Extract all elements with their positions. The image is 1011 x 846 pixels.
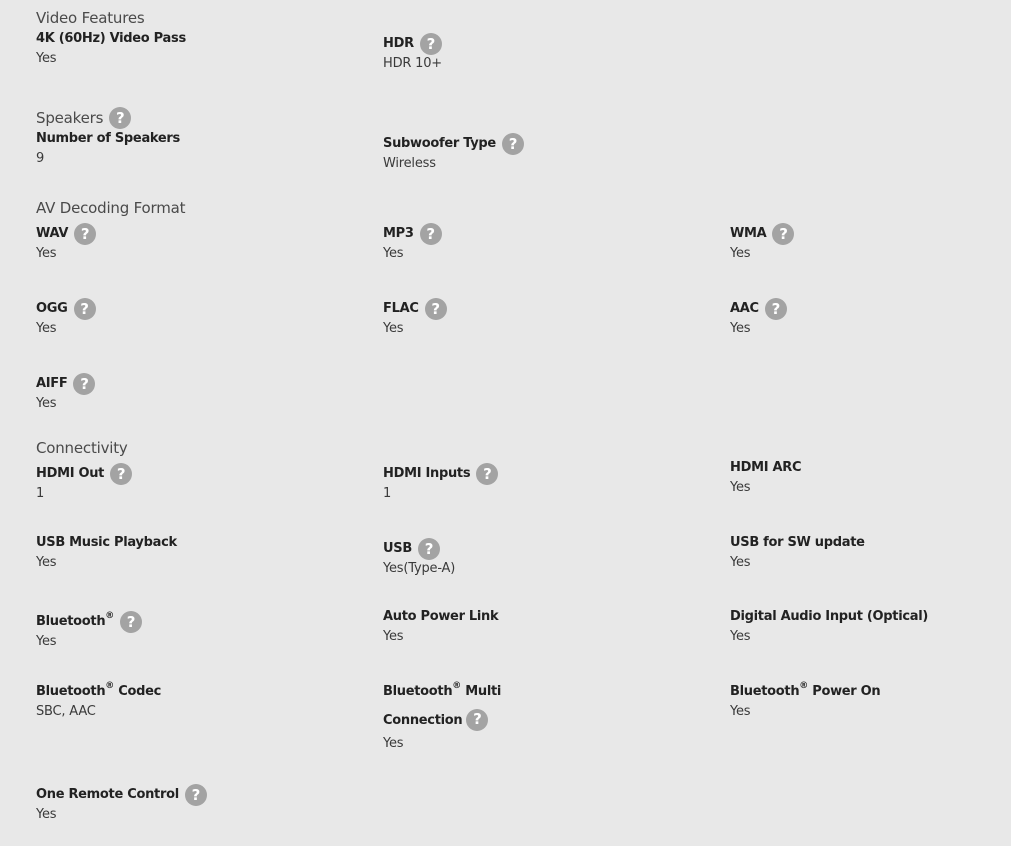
spec-value: Yes <box>383 629 404 644</box>
spec-value: Yes <box>36 396 57 411</box>
help-icon[interactable]: ? <box>120 611 142 633</box>
help-icon[interactable]: ? <box>772 223 794 245</box>
spec-bluetooth-power-on <box>730 681 1000 720</box>
spec-aiff <box>36 373 356 412</box>
spec-number-of-speakers <box>36 128 356 167</box>
spec-label <box>36 28 356 50</box>
spec-value: Yes <box>36 51 57 66</box>
spec-flac <box>383 298 703 337</box>
spec-label-text: WMA <box>730 226 767 241</box>
spec-label <box>730 298 1000 320</box>
section-title-speakers <box>36 107 131 129</box>
spec-label-text: 4K (60Hz) Video Pass <box>36 31 186 46</box>
spec-label-text: Bluetooth® Multi Connection <box>383 681 502 728</box>
spec-value: Yes <box>730 629 751 644</box>
spec-value: 1 <box>383 486 392 501</box>
spec-label <box>383 223 703 245</box>
spec-value: Yes <box>730 480 751 495</box>
spec-label-text: USB for SW update <box>730 535 865 550</box>
spec-value: Yes <box>36 321 57 336</box>
help-icon[interactable]: ? <box>420 33 442 55</box>
spec-digital-audio-input-optical <box>730 606 1000 645</box>
spec-label <box>36 223 356 245</box>
spec-label-text: Subwoofer Type <box>383 136 496 151</box>
spec-value: 1 <box>36 486 45 501</box>
spec-label-text: Bluetooth® Codec <box>36 681 162 699</box>
spec-bluetooth-codec <box>36 681 356 720</box>
help-icon[interactable]: ? <box>765 298 787 320</box>
spec-label-text: MP3 <box>383 226 414 241</box>
help-icon[interactable]: ? <box>502 133 524 155</box>
spec-label <box>36 784 356 806</box>
help-icon[interactable]: ? <box>185 784 207 806</box>
spec-label-text: HDR <box>383 36 414 51</box>
spec-label-text: AAC <box>730 301 759 316</box>
spec-wav <box>36 223 356 262</box>
spec-label <box>730 681 1000 703</box>
spec-label <box>730 223 1000 245</box>
help-icon[interactable]: ? <box>74 298 96 320</box>
spec-label-text: HDMI Out <box>36 466 105 481</box>
spec-label <box>36 373 356 395</box>
spec-value: Yes <box>730 246 751 261</box>
spec-subwoofer-type <box>383 133 703 172</box>
section-title-av-decoding-format <box>36 199 185 217</box>
spec-label <box>36 532 356 554</box>
section-title-video-features <box>36 9 145 27</box>
spec-4k-video-pass <box>36 28 356 67</box>
spec-label-text: One Remote Control <box>36 787 179 802</box>
spec-label-text: Number of Speakers <box>36 131 180 146</box>
spec-label <box>383 463 703 485</box>
spec-bluetooth <box>36 611 356 650</box>
spec-usb-for-sw-update <box>730 532 1000 571</box>
spec-label <box>36 298 356 320</box>
spec-label <box>730 606 1000 628</box>
help-icon[interactable]: ? <box>73 373 95 395</box>
spec-label <box>730 532 1000 554</box>
spec-label-text: Auto Power Link <box>383 609 499 624</box>
section-title-connectivity <box>36 439 128 457</box>
spec-label-text: WAV <box>36 226 69 241</box>
spec-value: Yes(Type-A) <box>383 561 456 576</box>
spec-label-text: Bluetooth® Power On <box>730 681 881 699</box>
spec-value: HDR 10+ <box>383 56 442 71</box>
spec-label <box>383 677 563 735</box>
section-title-text: Connectivity <box>36 439 128 457</box>
spec-label <box>36 128 356 150</box>
spec-usb-music-playback <box>36 532 356 571</box>
help-icon[interactable]: ? <box>110 463 132 485</box>
spec-label <box>383 538 703 560</box>
spec-label-text: HDMI ARC <box>730 460 802 475</box>
spec-label <box>383 606 703 628</box>
spec-value: Wireless <box>383 156 436 171</box>
section-title-text: Video Features <box>36 9 145 27</box>
help-icon[interactable]: ? <box>420 223 442 245</box>
spec-aac <box>730 298 1000 337</box>
help-icon[interactable]: ? <box>466 709 488 731</box>
spec-hdmi-inputs <box>383 463 703 502</box>
help-icon[interactable]: ? <box>476 463 498 485</box>
spec-label-text: Digital Audio Input (Optical) <box>730 609 929 624</box>
spec-label <box>730 457 1000 479</box>
spec-label-text: USB <box>383 541 412 556</box>
spec-label-text: FLAC <box>383 301 419 316</box>
spec-wma <box>730 223 1000 262</box>
spec-ogg <box>36 298 356 337</box>
spec-label <box>36 611 356 633</box>
spec-one-remote-control <box>36 784 356 823</box>
spec-value: Yes <box>730 555 751 570</box>
spec-hdr <box>383 33 703 72</box>
spec-value: Yes <box>36 807 57 822</box>
spec-bluetooth-multi-connection <box>383 677 563 752</box>
help-icon[interactable]: ? <box>418 538 440 560</box>
spec-value: SBC, AAC <box>36 704 96 719</box>
spec-label <box>383 33 703 55</box>
spec-value: Yes <box>383 246 404 261</box>
spec-label-text: HDMI Inputs <box>383 466 471 481</box>
spec-hdmi-out <box>36 463 356 502</box>
spec-auto-power-link <box>383 606 703 645</box>
spec-label-text: Bluetooth® <box>36 611 114 629</box>
help-icon[interactable]: ? <box>74 223 96 245</box>
spec-value: Yes <box>36 246 57 261</box>
section-title-text: AV Decoding Format <box>36 199 186 217</box>
spec-usb <box>383 538 703 577</box>
spec-mp3 <box>383 223 703 262</box>
help-icon[interactable]: ? <box>109 107 131 129</box>
spec-value: Yes <box>383 736 404 751</box>
spec-value: Yes <box>383 321 404 336</box>
spec-label-text: USB Music Playback <box>36 535 177 550</box>
spec-value: Yes <box>730 704 751 719</box>
spec-label <box>383 133 703 155</box>
spec-label-text: AIFF <box>36 376 68 391</box>
spec-label <box>383 298 703 320</box>
spec-hdmi-arc <box>730 457 1000 496</box>
spec-value: Yes <box>730 321 751 336</box>
spec-label <box>36 463 356 485</box>
spec-value: Yes <box>36 555 57 570</box>
spec-label <box>36 681 356 703</box>
help-icon[interactable]: ? <box>425 298 447 320</box>
spec-value: 9 <box>36 151 45 166</box>
section-title-text: Speakers <box>36 109 104 127</box>
spec-label-text: OGG <box>36 301 68 316</box>
spec-value: Yes <box>36 634 57 649</box>
